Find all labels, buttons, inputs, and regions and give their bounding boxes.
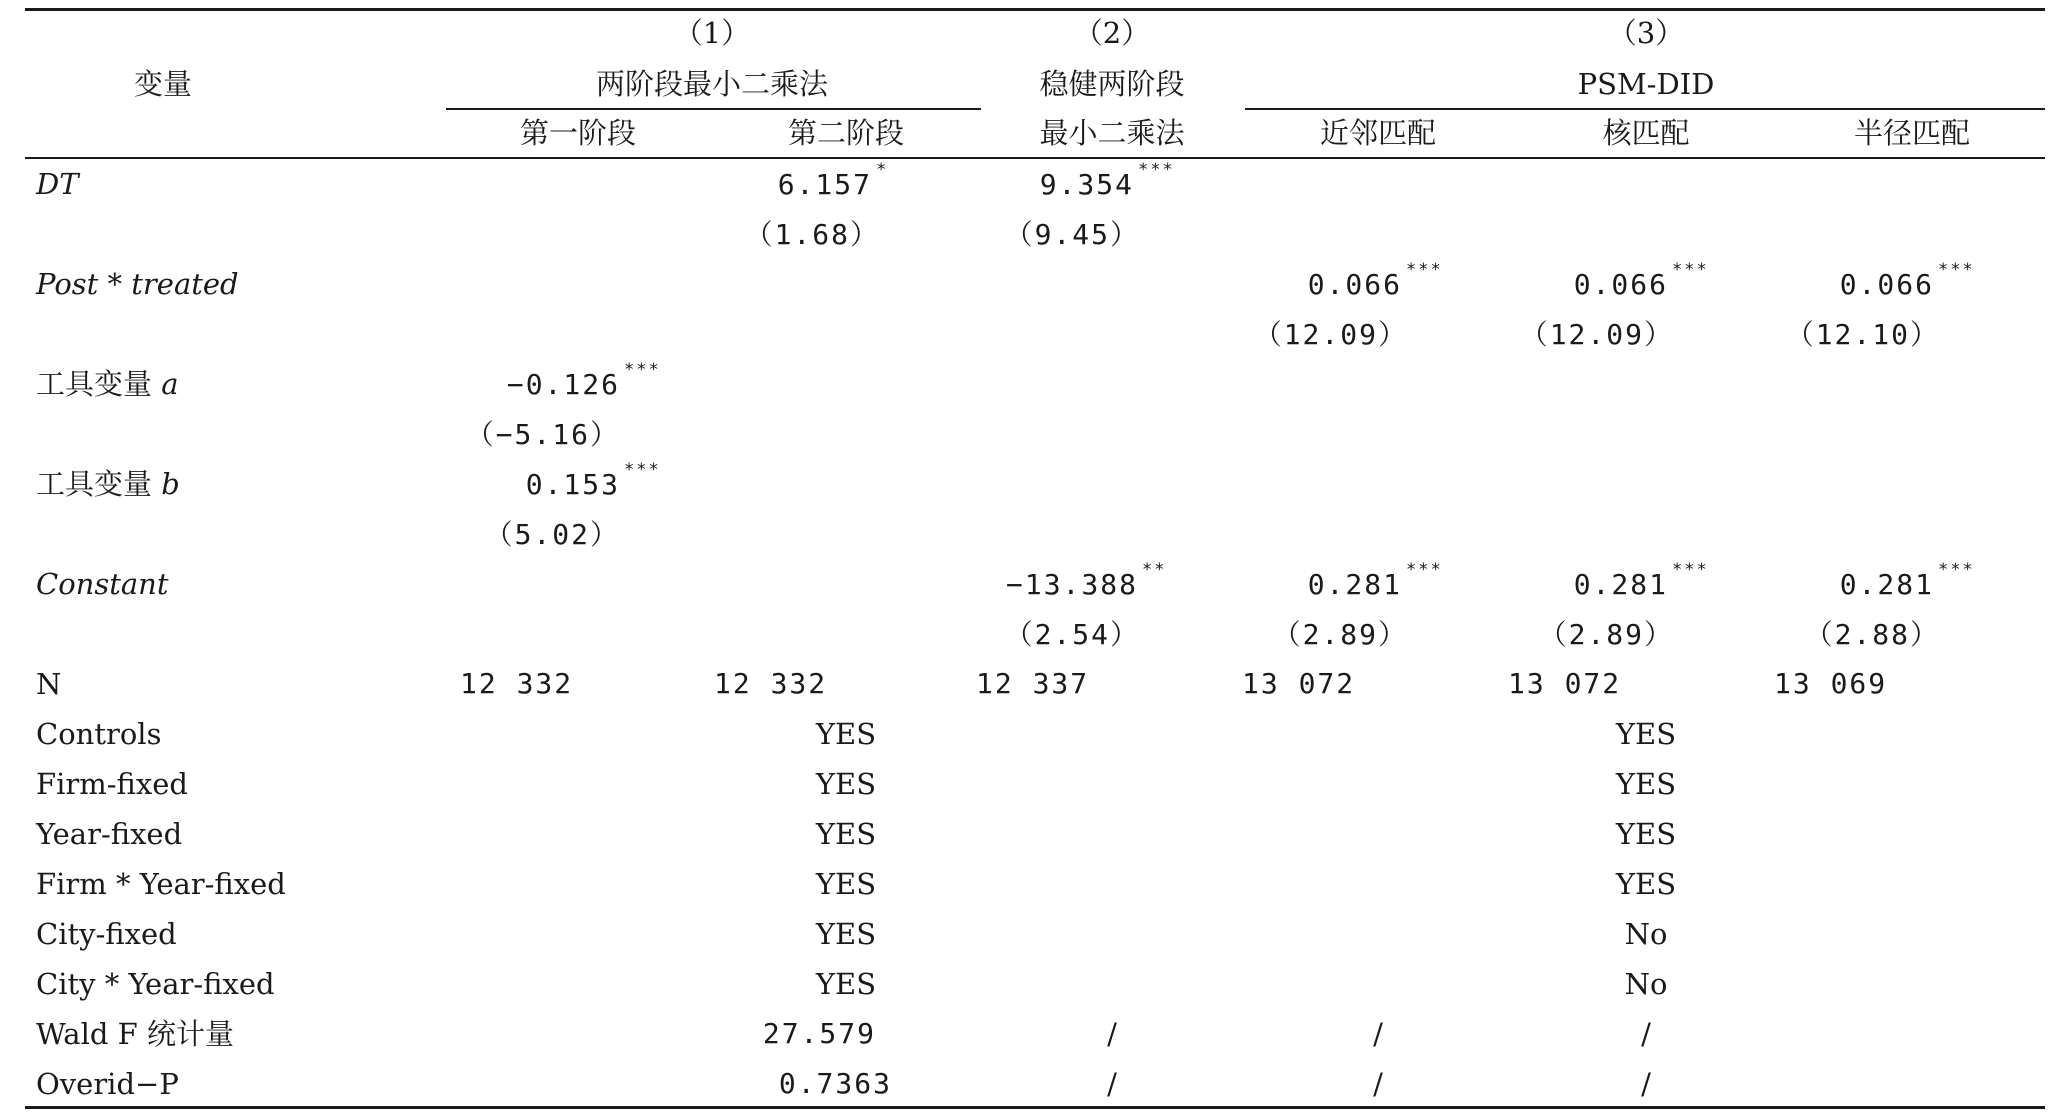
- group3-underline: [1245, 108, 2045, 110]
- row-label-post-treated: Post * treated: [36, 267, 239, 301]
- row-label-city-year-fixed: City * Year-fixed: [36, 967, 275, 1001]
- tstat-dt-col3: （9.45）: [1004, 218, 1140, 251]
- group1-underline: [446, 108, 981, 110]
- header-group3-nearest: 近邻匹配: [1319, 116, 1437, 150]
- header-bottom-rule: [25, 157, 2045, 159]
- city-year-fixed-group1: YES: [815, 967, 877, 1001]
- wald-col2: 27.579: [762, 1017, 876, 1050]
- city-fixed-group3: No: [1624, 917, 1668, 951]
- city-fixed-group1: YES: [815, 917, 877, 951]
- city-year-fixed-group3: No: [1624, 967, 1668, 1001]
- n-col2: 12 332: [714, 667, 828, 700]
- tstat-constant-col5: （2.89）: [1538, 618, 1674, 651]
- row-label-city-fixed: City-fixed: [36, 917, 177, 951]
- year-fixed-group1: YES: [815, 817, 877, 851]
- tstat-dt-col2: （1.68）: [744, 218, 880, 251]
- header-group3-radius: 半径匹配: [1853, 116, 1971, 150]
- tstat-constant-col3: （2.54）: [1004, 618, 1140, 651]
- n-col1: 12 332: [460, 667, 574, 700]
- firm-fixed-group1: YES: [815, 767, 877, 801]
- tstat-post-col6: （12.10）: [1785, 318, 1940, 351]
- tstat-constant-col6: （2.88）: [1804, 618, 1940, 651]
- firm-fixed-group3: YES: [1615, 767, 1677, 801]
- top-rule: [25, 8, 2045, 11]
- controls-group3: YES: [1615, 717, 1677, 751]
- header-group1-stage2: 第二阶段: [787, 116, 905, 150]
- overid-col5: /: [1641, 1067, 1651, 1101]
- row-label-instrument-b: 工具变量 b: [36, 467, 180, 501]
- row-label-n: N: [36, 667, 62, 701]
- n-col4: 13 072: [1242, 667, 1356, 700]
- tstat-constant-col4: （2.89）: [1272, 618, 1408, 651]
- header-group1-title: 两阶段最小二乘法: [595, 67, 829, 101]
- tstat-post-col5: （12.09）: [1519, 318, 1674, 351]
- row-label-instrument-a: 工具变量 a: [36, 367, 179, 401]
- header-group3-title: PSM-DID: [1577, 67, 1715, 101]
- row-label-dt: DT: [36, 167, 79, 201]
- row-label-firm-fixed: Firm-fixed: [36, 767, 188, 801]
- row-label-wald-f: Wald F 统计量: [36, 1017, 234, 1051]
- n-col3: 12 337: [976, 667, 1090, 700]
- firm-year-fixed-group3: YES: [1615, 867, 1677, 901]
- year-fixed-group3: YES: [1615, 817, 1677, 851]
- header-group3-number: （3）: [1607, 16, 1685, 50]
- n-col6: 13 069: [1774, 667, 1888, 700]
- firm-year-fixed-group1: YES: [815, 867, 877, 901]
- wald-col4: /: [1373, 1017, 1383, 1051]
- row-label-firm-year-fixed: Firm * Year-fixed: [36, 867, 286, 901]
- header-variable-label: 变量: [133, 67, 193, 101]
- row-label-overid-p: Overid−P: [36, 1067, 179, 1101]
- wald-col5: /: [1641, 1017, 1651, 1051]
- overid-col2: 0.7363: [778, 1067, 892, 1100]
- header-group3-kernel: 核匹配: [1602, 116, 1690, 150]
- header-group1-number: （1）: [673, 16, 751, 50]
- bottom-rule: [25, 1106, 2045, 1109]
- controls-group1: YES: [815, 717, 877, 751]
- overid-col3: /: [1107, 1067, 1117, 1101]
- tstat-post-col4: （12.09）: [1253, 318, 1408, 351]
- wald-col3: /: [1107, 1017, 1117, 1051]
- header-group1-stage1: 第一阶段: [519, 116, 637, 150]
- row-label-constant: Constant: [36, 567, 169, 601]
- tstat-iva-col1: （−5.16）: [465, 418, 620, 451]
- regression-table: 变量 （1） 两阶段最小二乘法 第一阶段 第二阶段 （2） 稳健两阶段 最小二乘法 （3） PSM-DID 近邻匹配 核匹配 半径匹配 DT 6.157 * （1.68） 9.354 *** （9.45） Post * treated 0.066 *** （12.09） 0.066 *** （12.09） 0.066 *** （12.10） 工具变量 a −0.126 *** （−5.16） 工具变量 b 0.153 *** （5.02） Constant −13.388 ** （2.54） 0.281 *** （2.89） 0.281 *** （2.89） 0.281 *** （2.88） N 12 332 12 332 12 337 13 072 13 072 13 069 Controls YES YES Firm-fixed YES YES Year-fixed YES YES Firm * Year-fixed YES YES City-fixed YES No City * Year-fixed YES No Wald F 统计量 27.579 / / / Overid−P 0.7363 / / /: [0, 0, 2048, 1120]
- header-group2-number: （2）: [1073, 16, 1151, 50]
- header-group2-subtitle: 最小二乘法: [1039, 116, 1185, 150]
- overid-col4: /: [1373, 1067, 1383, 1101]
- tstat-ivb-col1: （5.02）: [484, 518, 620, 551]
- header-group2-title: 稳健两阶段: [1039, 67, 1185, 101]
- row-label-year-fixed: Year-fixed: [36, 817, 183, 851]
- n-col5: 13 072: [1508, 667, 1622, 700]
- row-label-controls: Controls: [36, 717, 162, 751]
